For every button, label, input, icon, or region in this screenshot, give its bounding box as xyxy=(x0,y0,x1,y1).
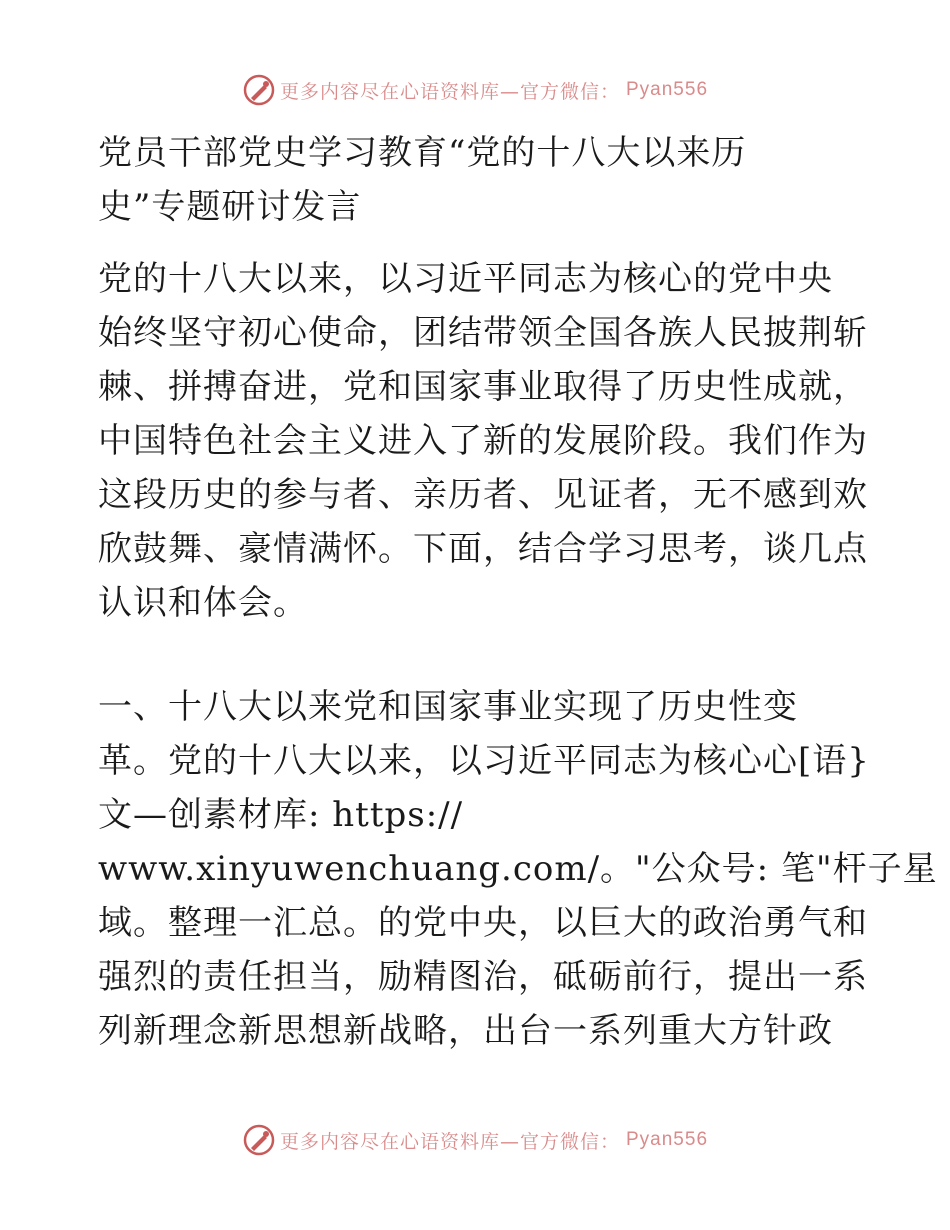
text-line: 列新理念新思想新战略，出台一系列重大方针政 xyxy=(98,1011,833,1051)
paragraph-section-one xyxy=(98,680,938,1058)
title-line: 史”专题研讨发言 xyxy=(98,187,362,227)
text-line: 一、十八大以来党和国家事业实现了历史性变 xyxy=(98,687,798,727)
document-title xyxy=(98,126,858,234)
text-line: 党的十八大以来，以习近平同志为核心的党中央 xyxy=(98,259,833,299)
header-watermark xyxy=(0,70,950,110)
text-line: 革。党的十八大以来，以习近平同志为核心心[语} xyxy=(98,741,870,781)
pen-logo-icon xyxy=(242,1123,276,1157)
text-line: 中国特色社会主义进入了新的发展阶段。我们作为 xyxy=(98,421,868,461)
pen-logo-icon xyxy=(242,73,276,107)
text-line: 始终坚守初心使命，团结带领全国各族人民披荆斩 xyxy=(98,313,868,353)
text-line: 强烈的责任担当，励精图治，砥砺前行，提出一系 xyxy=(98,957,868,997)
watermark-text: 更多内容尽在心语资料库—官方微信： xyxy=(279,1130,620,1153)
watermark-id: Pyan556 xyxy=(626,79,709,100)
paragraph-intro xyxy=(98,252,868,630)
text-line: www.xinyuwenchuang.com/。"公众号: 笔"杆子星 xyxy=(98,849,938,889)
watermark-id: Pyan556 xyxy=(626,1129,709,1150)
text-line: 认识和体会。 xyxy=(98,583,308,623)
text-line: 棘、拼搏奋进，党和国家事业取得了历史性成就， xyxy=(98,367,868,407)
text-line: 文—创素材库: https:// xyxy=(98,795,464,835)
watermark-text: 更多内容尽在心语资料库—官方微信： xyxy=(279,80,620,103)
text-line: 这段历史的参与者、亲历者、见证者，无不感到欢 xyxy=(98,475,868,515)
footer-watermark xyxy=(0,1120,950,1160)
title-line: 党员干部党史学习教育“党的十八大以来历 xyxy=(98,133,747,173)
text-line: 欣鼓舞、豪情满怀。下面，结合学习思考，谈几点 xyxy=(98,529,868,569)
text-line: 域。整理一汇总。的党中央，以巨大的政治勇气和 xyxy=(98,903,868,943)
